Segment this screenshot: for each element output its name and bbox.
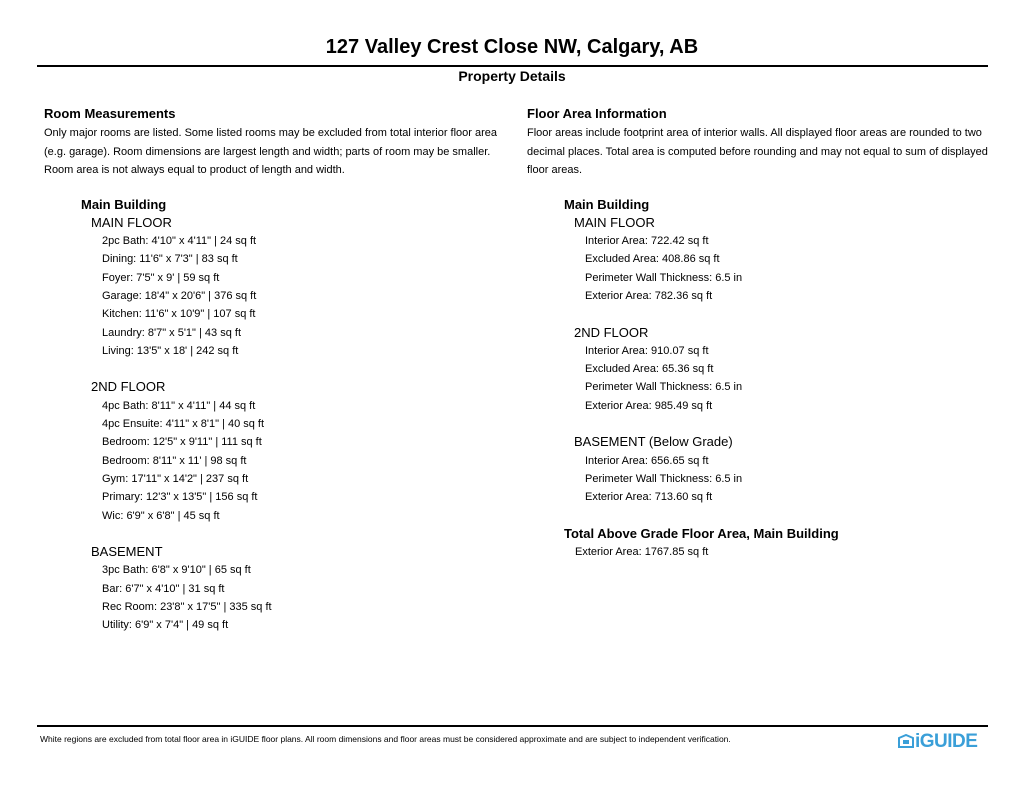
room-item: Wic: 6'9" x 6'8" | 45 sq ft bbox=[102, 509, 220, 522]
floor-area-heading: Floor Area Information bbox=[527, 106, 667, 121]
floor-area-description: Floor areas include footprint area of interior walls. All displayed floor areas are rounded to two decimal places. Total area is computed before rounding and may not equal to sum of displayed floor areas. bbox=[527, 127, 988, 176]
document-subtitle: Property Details bbox=[458, 68, 566, 84]
area-item: Excluded Area: 408.86 sq ft bbox=[585, 253, 720, 266]
room-measurements-description: Only major rooms are listed. Some listed rooms may be excluded from total interior floor area (e.g. garage). Room dimensions are largest length and width; parts of room may be smaller. Room area is not always equal to product of length and width. bbox=[44, 127, 498, 176]
document-title: 127 Valley Crest Close NW, Calgary, AB bbox=[325, 36, 699, 58]
floor-name: 2ND FLOOR bbox=[91, 379, 166, 395]
floor-name: MAIN FLOOR bbox=[91, 214, 172, 230]
floor-name: BASEMENT bbox=[91, 544, 163, 560]
room-item: Bedroom: 8'11" x 11' | 98 sq ft bbox=[102, 454, 247, 467]
room-item: Foyer: 7'5" x 9' | 59 sq ft bbox=[102, 271, 220, 284]
area-floor-basement bbox=[574, 433, 997, 506]
area-item: Excluded Area: 65.36 sq ft bbox=[585, 363, 714, 376]
area-item: Exterior Area: 713.60 sq ft bbox=[585, 491, 713, 504]
room-item: Primary: 12'3" x 13'5" | 156 sq ft bbox=[102, 491, 258, 504]
room-item: Kitchen: 11'6" x 10'9" | 107 sq ft bbox=[102, 308, 256, 321]
area-item: Interior Area: 910.07 sq ft bbox=[585, 344, 709, 357]
room-floor-2nd bbox=[91, 378, 514, 524]
room-floor-main bbox=[91, 214, 514, 360]
room-item: 2pc Bath: 4'10" x 4'11" | 24 sq ft bbox=[102, 235, 257, 248]
floor-name: BASEMENT (Below Grade) bbox=[574, 434, 733, 450]
room-item: 4pc Bath: 8'11" x 4'11" | 44 sq ft bbox=[102, 399, 256, 412]
floor-name: MAIN FLOOR bbox=[574, 214, 655, 230]
room-item: Laundry: 8'7" x 5'1" | 43 sq ft bbox=[102, 326, 242, 339]
footer-disclaimer: White regions are excluded from total floor area in iGUIDE floor plans. All room dimensions and floor areas must be considered approximate and are subject to independent verification. bbox=[40, 734, 731, 744]
room-measurements-heading: Room Measurements bbox=[44, 106, 176, 121]
room-item: Rec Room: 23'8" x 17'5" | 335 sq ft bbox=[102, 601, 272, 614]
top-divider bbox=[37, 65, 988, 67]
room-item: 3pc Bath: 6'8" x 9'10" | 65 sq ft bbox=[102, 564, 251, 577]
room-item: Living: 13'5" x 18' | 242 sq ft bbox=[102, 344, 239, 357]
iguide-logo-icon bbox=[898, 734, 914, 750]
room-item: Utility: 6'9" x 7'4" | 49 sq ft bbox=[102, 619, 229, 632]
bottom-divider bbox=[37, 725, 988, 727]
area-floor-main bbox=[574, 214, 997, 305]
area-building-name: Main Building bbox=[564, 196, 650, 212]
iguide-logo-text: iGUIDE bbox=[915, 731, 978, 752]
room-measurements-section bbox=[44, 106, 514, 635]
room-item: Garage: 18'4" x 20'6" | 376 sq ft bbox=[102, 289, 257, 302]
room-building-name: Main Building bbox=[81, 196, 167, 212]
floor-name: 2ND FLOOR bbox=[574, 324, 649, 340]
iguide-logo bbox=[898, 731, 977, 753]
area-item: Exterior Area: 782.36 sq ft bbox=[585, 289, 713, 302]
room-item: Bedroom: 12'5" x 9'11" | 111 sq ft bbox=[102, 436, 262, 449]
room-item: Bar: 6'7" x 4'10" | 31 sq ft bbox=[102, 582, 225, 595]
area-item: Exterior Area: 985.49 sq ft bbox=[585, 399, 713, 412]
total-area-heading: Total Above Grade Floor Area, Main Building bbox=[564, 525, 839, 541]
total-area-value: Exterior Area: 1767.85 sq ft bbox=[575, 546, 709, 559]
area-item: Perimeter Wall Thickness: 6.5 in bbox=[585, 271, 743, 284]
area-item: Interior Area: 722.42 sq ft bbox=[585, 235, 709, 248]
area-item: Perimeter Wall Thickness: 6.5 in bbox=[585, 381, 743, 394]
room-item: Gym: 17'11" x 14'2" | 237 sq ft bbox=[102, 472, 249, 485]
floor-area-section bbox=[527, 106, 997, 561]
room-item: Dining: 11'6" x 7'3" | 83 sq ft bbox=[102, 253, 238, 266]
area-item: Interior Area: 656.65 sq ft bbox=[585, 454, 709, 467]
area-item: Perimeter Wall Thickness: 6.5 in bbox=[585, 472, 743, 485]
room-item: 4pc Ensuite: 4'11" x 8'1" | 40 sq ft bbox=[102, 418, 265, 431]
area-floor-2nd bbox=[574, 324, 997, 415]
room-floor-basement bbox=[91, 543, 514, 634]
